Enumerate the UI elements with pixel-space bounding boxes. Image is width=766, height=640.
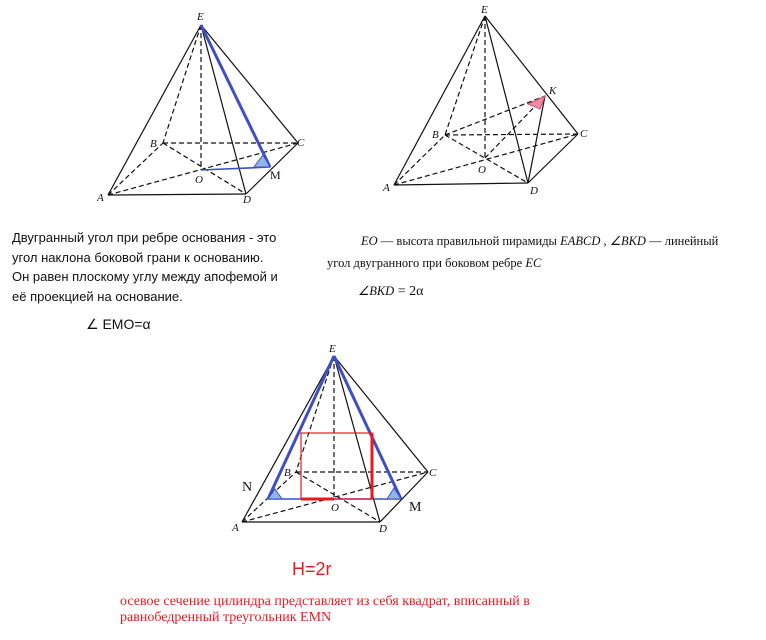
label-B2: B: [432, 129, 439, 141]
label-B3: B: [284, 467, 291, 479]
edge-BC2-hidden: [445, 134, 578, 135]
caption-text: — линейный: [645, 234, 719, 248]
term-EABCD: EABCD: [560, 234, 601, 248]
figure-2-pyramid: [394, 16, 578, 185]
label-O3: O: [331, 502, 339, 514]
fig3-caption-line: равнобедренный треугольник EMN: [120, 610, 332, 625]
label-C3: C: [429, 467, 437, 479]
label-N3: N: [242, 480, 253, 495]
edge-EC2: [485, 16, 578, 134]
figure-3-pyramid: [242, 356, 428, 522]
edge-AD2: [394, 183, 528, 185]
label-C1: C: [297, 137, 305, 149]
label-D2: D: [530, 185, 538, 197]
term-angle-BKD: ∠BKD: [609, 234, 646, 248]
edge-EA2: [394, 16, 485, 185]
label-C2: C: [580, 128, 588, 140]
fig1-caption-line: угол наклона боковой грани к основанию.: [12, 249, 264, 265]
edge-EA3: [242, 356, 334, 522]
term-EC: EC: [525, 256, 542, 270]
term-angle-BKD: ∠BKD: [358, 284, 395, 298]
fig1-caption-line: Двугранный угол при ребре основания - это: [12, 230, 277, 245]
edge-EB2-hidden: [445, 16, 485, 135]
label-K2: K: [549, 85, 557, 97]
label-B1: B: [150, 138, 157, 150]
fig1-caption-line: её проекцией на основание.: [12, 288, 183, 304]
label-E2: E: [481, 4, 488, 16]
label-O2: O: [478, 164, 486, 176]
label-A2: A: [383, 182, 390, 194]
fig3-caption: [120, 594, 530, 626]
fig3-caption-line: осевое сечение цилиндра представляет из себя квадрат, вписанный в: [120, 594, 530, 609]
h-equals-2r: H=2r: [292, 559, 332, 579]
edge-ED2: [485, 16, 528, 183]
term-EO: EO: [361, 234, 378, 248]
label-M1: M: [270, 168, 281, 182]
label-D3: D: [379, 523, 387, 535]
cylinder-axial-section: [301, 433, 372, 499]
fig1-caption-line: Он равен плоскому углу между апофемой и: [12, 269, 278, 284]
fig2-formula: [358, 282, 423, 302]
label-M3: M: [409, 500, 422, 515]
label-D1: D: [243, 194, 251, 206]
formula-value: = 2α: [394, 284, 424, 299]
caption-text: — высота правильной пирамиды: [377, 234, 561, 248]
segment-DK: [528, 96, 545, 183]
label-E1: E: [197, 11, 204, 23]
fig2-caption-line2: [327, 254, 541, 274]
fig2-caption-line1: [361, 232, 718, 252]
label-O1: O: [195, 174, 203, 186]
fig1-formula: ∠ EMO=α: [86, 316, 151, 332]
fig1-caption: [12, 228, 312, 306]
label-E3: E: [329, 343, 336, 355]
diag-AC2: [394, 134, 578, 185]
edge-AD: [108, 194, 246, 195]
diag-BD3: [296, 472, 380, 522]
edge-EA: [108, 25, 201, 195]
caption-text: угол двугранного при боковом ребре: [327, 256, 526, 270]
label-A1: A: [97, 192, 104, 204]
caption-text: ,: [600, 234, 610, 248]
segment-BK: [445, 96, 545, 135]
label-A3: A: [232, 522, 239, 534]
